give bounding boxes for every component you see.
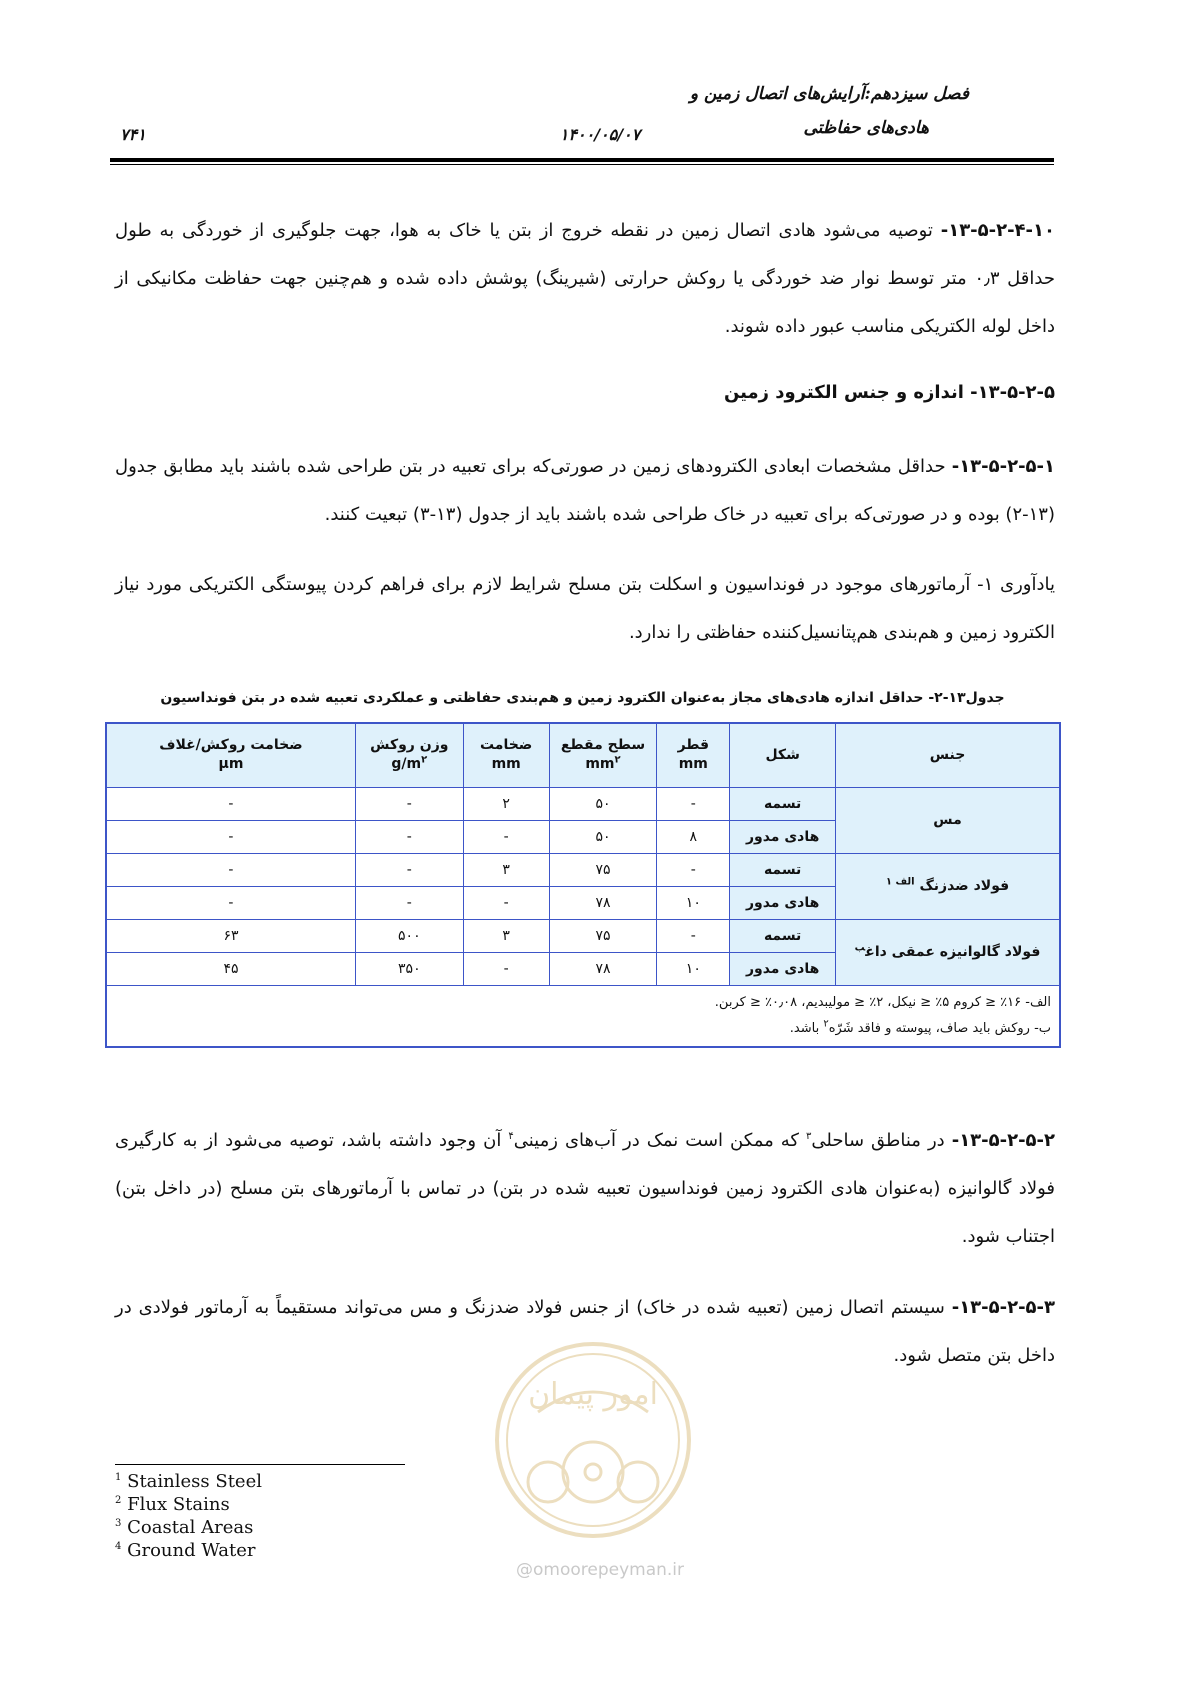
coating-weight-cell: - bbox=[355, 853, 463, 886]
area-cell: ۵۰ bbox=[549, 820, 657, 853]
header-rule-thin bbox=[110, 164, 1054, 165]
col-header-shape: شکل bbox=[730, 723, 836, 787]
coating-thickness-cell: - bbox=[106, 787, 355, 820]
clause-text: که ممکن است نمک در آب‌های زمینی bbox=[513, 1130, 806, 1151]
thickness-cell: ۳ bbox=[463, 919, 549, 952]
diameter-cell: - bbox=[657, 787, 730, 820]
coating-thickness-cell: ۴۵ bbox=[106, 952, 355, 985]
shape-cell: هادی مدور bbox=[730, 952, 836, 985]
thickness-cell: ۳ bbox=[463, 853, 549, 886]
footnote-item: $^1$ Stainless Steel bbox=[115, 1471, 262, 1492]
coating-thickness-cell: - bbox=[106, 853, 355, 886]
diameter-cell: - bbox=[657, 853, 730, 886]
footnote-rule bbox=[115, 1464, 405, 1465]
coating-thickness-cell: - bbox=[106, 820, 355, 853]
page-number: ۷۴۱ bbox=[120, 125, 146, 144]
area-cell: ۷۵ bbox=[549, 919, 657, 952]
section-13-5-2-4-10 bbox=[115, 207, 1055, 351]
coating-weight-cell: - bbox=[355, 886, 463, 919]
col-header-thickness: ضخامت mm bbox=[463, 723, 549, 787]
footnote-item: $^4$ Ground Water bbox=[115, 1540, 256, 1561]
clause-text: حداقل مشخصات ابعادی الکترودهای زمین در صورتی‌که برای تعبیه در بتن طراحی شده باشند باید مطابق جدول (۱۳-۲) بوده و در صورتی‌که برای تعبیه در خاک طراحی شده باشند باید از جدول (۱۳-۳) تبعیت کنند. bbox=[115, 456, 1055, 525]
shape-cell: تسمه bbox=[730, 853, 836, 886]
thickness-cell: - bbox=[463, 820, 549, 853]
coating-weight-cell: ۵۰۰ bbox=[355, 919, 463, 952]
table-row bbox=[106, 853, 1060, 886]
diameter-cell: ۱۰ bbox=[657, 952, 730, 985]
section-13-5-2-5-2 bbox=[115, 1117, 1055, 1261]
watermark-url: @omoorepeyman.ir bbox=[515, 1560, 685, 1580]
footnote-item: $^3$ Coastal Areas bbox=[115, 1517, 254, 1538]
shape-cell: هادی مدور bbox=[730, 886, 836, 919]
footnote-ref: ۳ bbox=[806, 1131, 812, 1142]
clause-number: ۱۳-۵-۲-۵-۱- bbox=[951, 456, 1055, 477]
clause-number: ۱۳-۵-۲-۴-۱۰- bbox=[940, 220, 1055, 241]
table-row bbox=[106, 787, 1060, 820]
footnotes bbox=[115, 1470, 515, 1562]
footnote-item: $^2$ Flux Stains bbox=[115, 1494, 230, 1515]
watermark-logo-text: امور پیمان bbox=[528, 1377, 658, 1412]
clause-text: در مناطق ساحلی bbox=[811, 1130, 952, 1151]
col-header-material: جنس bbox=[836, 723, 1060, 787]
coating-weight-cell: ۳۵۰ bbox=[355, 952, 463, 985]
watermark-logo bbox=[488, 1332, 698, 1552]
material-copper: مس bbox=[836, 787, 1060, 853]
shape-cell: تسمه bbox=[730, 787, 836, 820]
shape-cell: تسمه bbox=[730, 919, 836, 952]
thickness-cell: - bbox=[463, 952, 549, 985]
chapter-subtitle: هادی‌های حفاظتی bbox=[803, 118, 929, 138]
table-notes bbox=[106, 985, 1060, 1047]
clause-text: توصیه می‌شود هادی اتصال زمین در نقطه خروج از بتن یا خاک به هوا، جهت جلوگیری از خوردگی به طول حداقل ۰٫۳ متر توسط نوار ضد خوردگی یا روکش حرارتی (شیرینگ) پوشش داده شده و هم‌چنین جهت حفاظت مکانیکی از داخل لوله الکتریکی مناسب عبور داده شوند. bbox=[115, 220, 1055, 337]
clause-text: سیستم اتصال زمین (تعبیه شده در خاک) از جنس فولاد ضدزنگ و مس می‌تواند مستقیماً به آرماتور فولادی در داخل بتن متصل شود. bbox=[115, 1297, 1055, 1366]
col-header-diameter: قطر mm bbox=[657, 723, 730, 787]
area-cell: ۷۸ bbox=[549, 952, 657, 985]
header-date: ۱۴۰۰/۰۵/۰۷ bbox=[559, 125, 641, 144]
clause-number: ۱۳-۵-۲-۵-۲- bbox=[951, 1130, 1055, 1151]
material-hot-dip-galvanized-steel: فولاد گالوانیزه عمقی داغ$^ب$ bbox=[836, 919, 1060, 985]
col-header-area: سطح مقطع $mm^۲$ bbox=[549, 723, 657, 787]
clause-number: ۱۳-۵-۲-۵-۳- bbox=[951, 1297, 1055, 1318]
table-caption: جدول۱۳-۲- حداقل اندازه هادی‌های مجاز به‌عنوان الکترود زمین و هم‌بندی حفاظتی و عملکردی تعبیه شده در بتن فونداسیون bbox=[160, 690, 1005, 706]
coating-weight-cell: - bbox=[355, 820, 463, 853]
diameter-cell: ۸ bbox=[657, 820, 730, 853]
footnote-ref: ۴ bbox=[508, 1131, 514, 1142]
area-cell: ۷۸ bbox=[549, 886, 657, 919]
section-13-5-2-5-1 bbox=[115, 443, 1055, 539]
area-cell: ۷۵ bbox=[549, 853, 657, 886]
table-notes-row bbox=[106, 985, 1060, 1047]
section-heading: ۱۳-۵-۲-۵- اندازه و جنس الکترود زمین bbox=[723, 382, 1055, 403]
material-stainless-steel: فولاد ضدزنگ $^{الف ۱}$ bbox=[836, 853, 1060, 919]
coating-thickness-cell: ۶۳ bbox=[106, 919, 355, 952]
table-note-b: ب- روکش باید صاف، پیوسته و فاقد شَرّه$^۲$ باشد. bbox=[789, 1018, 1051, 1036]
thickness-cell: - bbox=[463, 886, 549, 919]
shape-cell: هادی مدور bbox=[730, 820, 836, 853]
chapter-title: فصل سیزدهم:آرایش‌های اتصال زمین و bbox=[689, 84, 969, 104]
col-header-coating-thickness: ضخامت روکش/غلاف µm bbox=[106, 723, 355, 787]
clause-text: آن وجود داشته باشد، توصیه می‌شود از به کارگیری فولاد گالوانیزه (به‌عنوان هادی الکترود زمین فونداسیون تعبیه شده در بتن) در تماس با آرماتورهای بتن مسلح (در داخل بتن) اجتناب شود. bbox=[115, 1130, 1055, 1247]
diameter-cell: ۱۰ bbox=[657, 886, 730, 919]
reminder-note: یادآوری ۱- آرماتورهای موجود در فونداسیون و اسکلت بتن مسلح شرایط لازم برای فراهم کردن پیوستگی الکتریکی مورد نیاز الکترود زمین و هم‌بندی هم‌پتانسیل‌کننده حفاظتی را ندارد. bbox=[115, 574, 1055, 643]
diameter-cell: - bbox=[657, 919, 730, 952]
coating-thickness-cell: - bbox=[106, 886, 355, 919]
coating-weight-cell: - bbox=[355, 787, 463, 820]
table-note-a: الف- ۱۶٪ ≤ کروم ۵٪ ≤ نیکل، ۲٪ ≤ مولیبدیم، ۰٫۰۸٪ ≤ کربن. bbox=[714, 994, 1051, 1010]
electrode-size-table bbox=[105, 722, 1061, 1048]
col-header-coating-weight: وزن روکش $g/m^۲$ bbox=[355, 723, 463, 787]
area-cell: ۵۰ bbox=[549, 787, 657, 820]
header-rule-thick bbox=[110, 158, 1054, 162]
thickness-cell: ۲ bbox=[463, 787, 549, 820]
table-row bbox=[106, 919, 1060, 952]
